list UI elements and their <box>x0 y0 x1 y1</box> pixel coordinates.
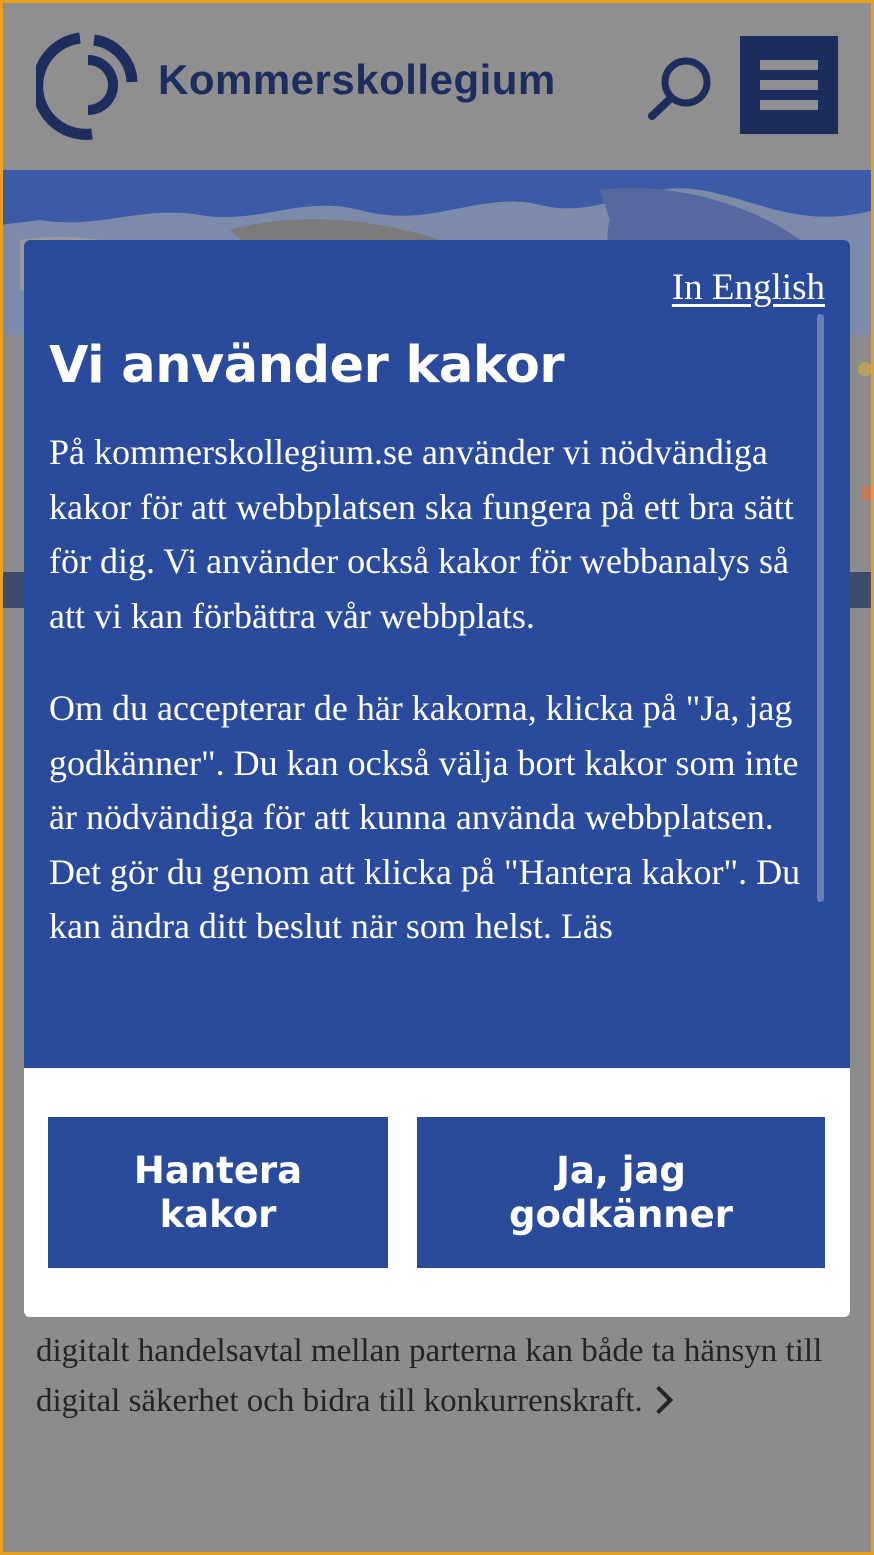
article-text: digitalt handelsavtal mellan parterna kan både ta hänsyn till digital säkerhet och bidra till konkurrenskraft. <box>36 1333 823 1419</box>
hero-decoration <box>858 362 872 376</box>
logo-icon[interactable] <box>36 26 138 146</box>
menu-button[interactable] <box>740 36 838 134</box>
brand-name[interactable]: Kommerskollegium <box>158 56 556 103</box>
cookie-paragraph-2: Om du accepterar de här kakorna, klicka på "Ja, jag godkänner". Du kan också välja bort kakor som inte är nödvändiga för att kunna använda webbplatsen. Det gör du genom att klicka på "Hantera kakor". Du kan ändra ditt beslut när som helst. Läs <box>49 688 801 946</box>
in-english-link[interactable]: In English <box>671 267 825 308</box>
chevron-right-icon <box>645 1386 673 1414</box>
site-header <box>0 0 874 170</box>
cookie-dialog <box>24 240 850 1317</box>
cookie-paragraph-1: På kommerskollegium.se använder vi nödvändiga kakor för att webbplatsen ska fungera på ett bra sätt för dig. Vi använder också kakor för webbanalys så att vi kan förbättra vår webbplats. <box>49 432 794 636</box>
cookie-dialog-body <box>49 425 819 992</box>
cookie-dialog-title: Vi använder kakor <box>49 336 565 395</box>
accept-cookies-button[interactable]: Ja, jag godkänner <box>417 1117 825 1268</box>
manage-cookies-button[interactable]: Hantera kakor <box>48 1117 388 1268</box>
search-icon[interactable] <box>646 56 716 122</box>
cookie-dialog-content <box>24 240 850 1068</box>
menu-icon <box>760 60 818 70</box>
hero-decoration <box>862 486 874 500</box>
article-teaser[interactable] <box>36 1326 836 1426</box>
